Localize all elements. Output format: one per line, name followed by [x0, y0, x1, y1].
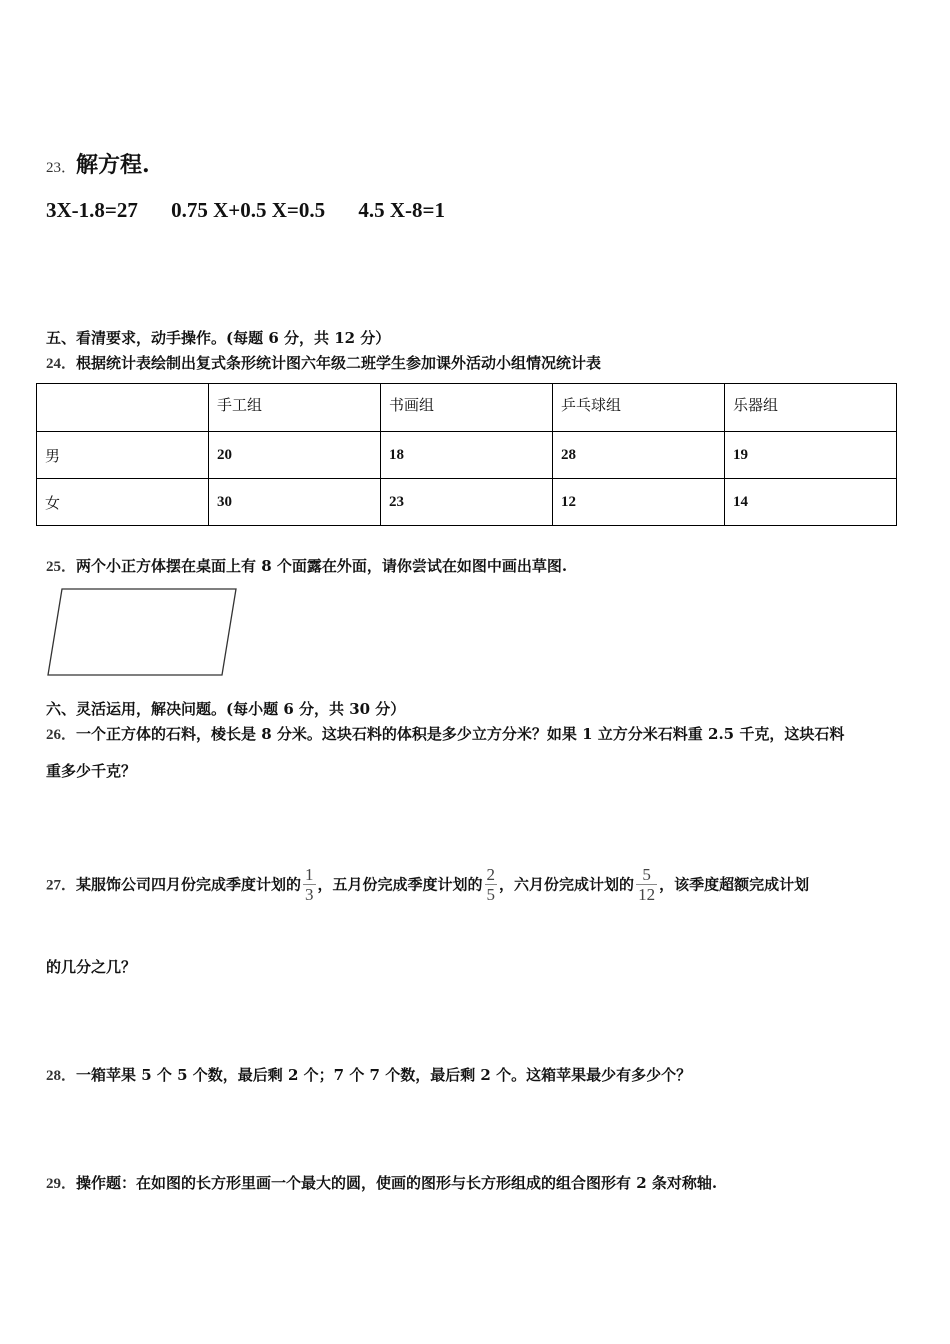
question-text: 解方程.: [76, 152, 150, 178]
section-5-title: 五、看清要求，动手操作。(每题 6 分，共 12 分）: [46, 329, 391, 347]
equation-3: 4.5 X-8=1: [358, 198, 446, 222]
table-cell: 18: [381, 432, 553, 479]
equation-2: 0.75 X+0.5 X=0.5: [171, 198, 326, 222]
q26-line-2: 重多少千克？: [46, 762, 137, 780]
q27-line-1: [46, 866, 809, 905]
question-number: 24．: [46, 356, 77, 372]
denominator: 12: [638, 885, 656, 904]
table-row: [37, 432, 897, 479]
table-cell: 23: [381, 479, 553, 526]
fraction-two-fifths: [485, 866, 498, 905]
table-cell: 20: [209, 432, 381, 479]
q29-text: [46, 1172, 717, 1193]
q27-line-2: 的几分之几？: [46, 958, 137, 976]
question-text: 根据统计表绘制出复式条形统计图六年级二班学生参加课外活动小组情况统计表: [76, 354, 602, 372]
parallelogram-figure: [44, 585, 240, 680]
parallelogram-shape: [48, 589, 236, 675]
denominator: 3: [305, 885, 314, 904]
question-number: 28．: [46, 1068, 77, 1084]
statistics-table: [36, 383, 897, 526]
q28-text: [46, 1064, 691, 1085]
table-cell: 12: [553, 479, 725, 526]
numerator: 1: [305, 865, 314, 884]
question-text: 操作题：在如图的长方形里画一个最大的圆，使画的图形与长方形组成的组合图形有 2 条对称轴.: [76, 1174, 718, 1192]
question-number: 25．: [46, 559, 77, 575]
question-text: ，五月份完成季度计划的: [317, 875, 483, 894]
table-header-cell: 乐器组: [725, 384, 897, 432]
table-cell: 14: [725, 479, 897, 526]
question-number: 29．: [46, 1176, 77, 1192]
table-cell: 19: [725, 432, 897, 479]
question-text: 一箱苹果 5 个 5 个数，最后剩 2 个；7 个 7 个数，最后剩 2 个。这箱苹果最少有多少个？: [76, 1066, 692, 1084]
numerator: 5: [636, 866, 657, 885]
table-header-cell: 书画组: [381, 384, 553, 432]
numerator: 2: [486, 865, 496, 884]
q26-line-1: [46, 723, 844, 744]
denominator: 5: [486, 885, 496, 904]
question-text: 某服饰公司四月份完成季度计划的: [76, 875, 302, 894]
fraction-one-third: [303, 866, 316, 905]
section-6-title: 六、灵活运用，解决问题。(每小题 6 分，共 30 分）: [46, 700, 406, 718]
q23-equations: [46, 198, 473, 223]
fraction-five-twelfths: [636, 866, 657, 905]
table-header-row: [37, 384, 897, 432]
table-cell: 30: [209, 479, 381, 526]
q25-text: [46, 555, 567, 576]
question-text: ，六月份完成计划的: [499, 875, 635, 894]
question-number: 23．: [46, 160, 77, 176]
question-number: 26．: [46, 727, 77, 743]
question-text: 一个正方体的石料，棱长是 8 分米。这块石料的体积是多少立方分米？如果 1 立方分米石料重 2.5 千克，这块石料: [76, 725, 845, 743]
question-number: 27．: [46, 877, 77, 894]
table-row: [37, 479, 897, 526]
question-text: 两个小正方体摆在桌面上有 8 个面露在外面，请你尝试在如图中画出草图.: [76, 557, 568, 575]
question-text: ，该季度超额完成计划: [659, 875, 810, 894]
table-header-cell: 乒乓球组: [553, 384, 725, 432]
table-cell: 男: [37, 432, 209, 479]
table-header-cell: [37, 384, 209, 432]
table-cell: 女: [37, 479, 209, 526]
table-cell: 28: [553, 432, 725, 479]
table-header-cell: 手工组: [209, 384, 381, 432]
equation-1: 3X-1.8=27: [46, 198, 138, 222]
q23-title: [46, 148, 150, 179]
q24-text: [46, 352, 601, 373]
